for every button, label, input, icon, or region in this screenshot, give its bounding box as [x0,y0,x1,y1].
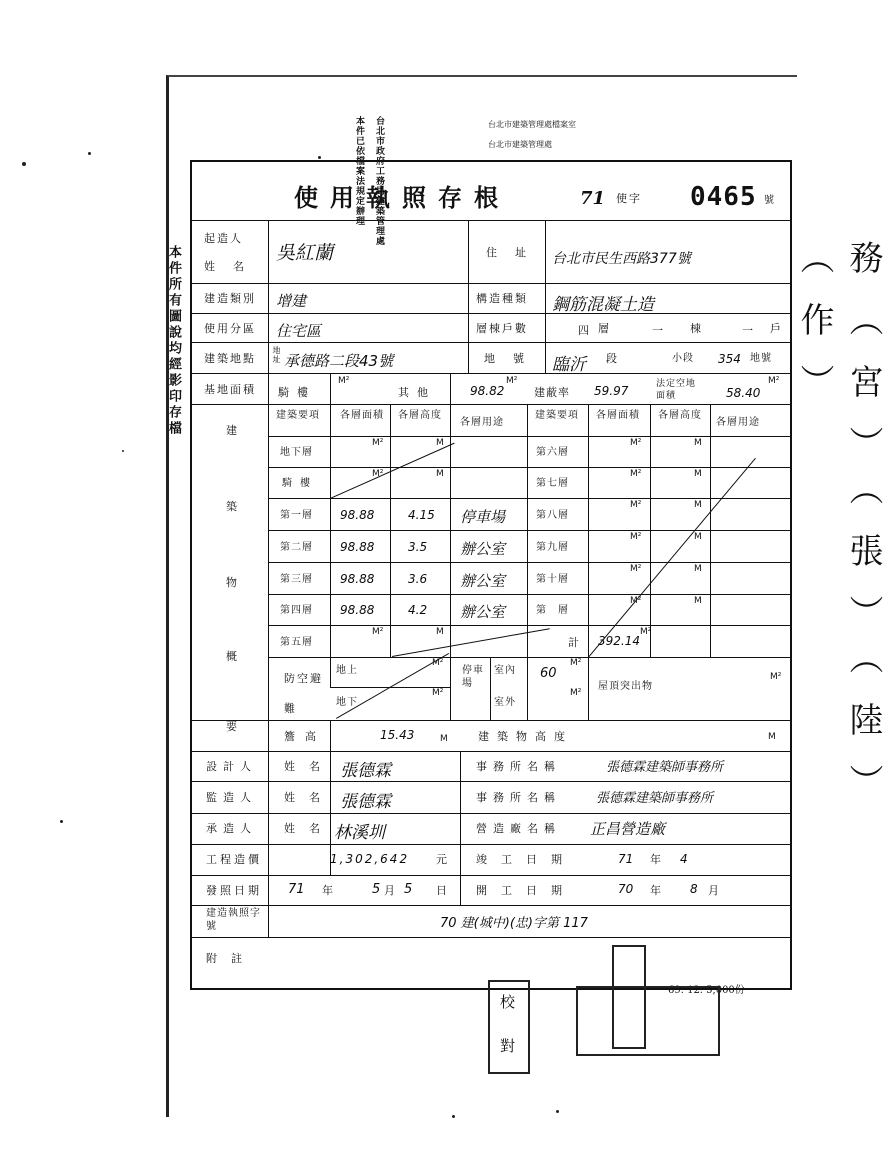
floor2-area: 98.88 [340,540,375,554]
floor4-use: 辦公室 [460,603,506,621]
building-height-label: 建築物高度 [478,730,573,743]
unit-r3-area: M² [630,500,642,510]
start-month: 8 [690,882,698,896]
side-label-5: 要 [226,720,239,733]
issue-day-char: 日 [436,884,449,897]
addr-small-label: 地址 [272,346,281,364]
row-floor-10: 第十層 [536,574,569,585]
floors-units-label: 層棟戶數 [476,322,528,335]
build-category-value: 增建 [276,292,307,310]
issue-date-label: 發照日期 [206,884,262,897]
lot-section-value: 臨沂 [552,355,586,375]
unit-floor5-height: M [436,627,444,637]
floor2-height: 3.5 [408,540,428,554]
shelter-below-unit: M² [432,688,444,698]
row-floor-2: 第二層 [280,542,313,553]
supervisor-name: 張德霖 [340,792,391,812]
row-floor-9: 第九層 [536,542,569,553]
cost-value: 1,302,642 [330,852,410,866]
structure-type-value: 鋼筋混凝土造 [552,295,654,315]
designer-label: 設計人 [206,760,257,773]
supervisor-office: 張德霖建築師事務所 [596,791,714,806]
coverage-label: 建蔽率 [534,386,570,399]
hu-value: 一 [742,324,753,337]
unit-basement-height: M [436,438,444,448]
roof-label: 屋頂突出物 [598,681,653,692]
start-year: 70 [618,882,634,896]
site-area-label: 基地面積 [204,383,256,396]
lot-section-suffix: 段 [606,352,619,365]
parking-label: 停車場 [462,665,484,689]
print-note: 69. 12. 5,000份 [668,985,745,996]
completion-month: 4 [680,852,688,866]
contractor-label: 承造人 [206,822,257,835]
parking-indoor-value: 60 [540,666,557,681]
arcade-unit: M² [338,376,350,386]
designer-name-label: 姓名 [284,760,334,773]
floor-use-header-left: 各層用途 [460,417,504,428]
unit-arcade-area: M² [372,469,384,479]
row-basement: 地下層 [280,447,313,458]
cost-unit: 元 [436,853,449,866]
notes-label: 附註 [206,952,256,965]
building-height-unit: M [768,732,776,742]
start-month-char: 月 [708,884,721,897]
floor-area-header-left: 各層面積 [340,410,384,421]
side-label-3: 物 [226,576,239,589]
side-note: 本件所有圖說均經影印存檔 [166,245,181,437]
build-items-header-right: 建築要項 [535,410,579,421]
floor4-height: 4.2 [408,603,428,617]
eave-unit: M [440,734,448,744]
other-label: 其他 [398,386,436,399]
shelter-label: 防空避難 [284,672,323,715]
shelter-below: 地下 [336,697,358,708]
eave-label: 簷高 [284,730,326,743]
shelter-above: 地上 [336,665,358,676]
floor2-use: 辦公室 [460,540,506,558]
row-floor-6: 第六層 [536,447,569,458]
unit-r4-area: M² [630,532,642,542]
parking-indoor: 室內 [494,665,516,676]
contractor-name-label: 姓名 [284,822,334,835]
lot-number-suffix: 地號 [750,353,772,364]
row-total: 計 [568,636,581,649]
floor1-use: 停車場 [460,508,506,526]
unit-r2-height: M [694,469,702,479]
floor4-area: 98.88 [340,603,375,617]
address-label: 住址 [486,246,544,259]
unit-total-area: M² [640,627,652,637]
arcade-label: 騎樓 [278,386,316,399]
unit-r5-area: M² [630,564,642,574]
row-floor-4: 第四層 [280,605,313,616]
unit-r4-height: M [694,532,702,542]
floor1-height: 4.15 [408,508,435,522]
designer-office-label: 事務所名稱 [476,760,561,773]
floors-value: 四 [578,324,589,337]
shelter-above-unit: M² [432,658,444,668]
designer-office: 張德霖建築師事務所 [606,760,724,775]
applicant-label-bottom: 姓名 [204,260,262,273]
floor3-area: 98.88 [340,572,375,586]
row-floor-n: 第 層 [536,605,569,616]
zone-value: 住宅區 [276,322,322,340]
floors-unit-ceng: 層 [598,322,611,335]
issue-year-char: 年 [322,884,335,897]
unit-r1-area: M² [630,438,642,448]
header-stamp-line-2: 台北市政府工務局建築管理處 [374,116,384,246]
license-number-suffix: 號 [764,195,775,206]
applicant-label-top: 起造人 [204,232,243,245]
issue-month-char: 月 [384,884,397,897]
site-address-value: 承德路二段43號 [284,352,394,370]
license-year: 71 [580,188,606,209]
issue-year: 71 [288,882,305,897]
floor-use-header-right: 各層用途 [716,417,760,428]
header-stamp-right-1: 台北市建築管理處檔案室 [488,120,576,129]
header-stamp-right-2: 台北市建築管理處 [488,140,552,149]
other-area-value: 98.82 [470,384,505,398]
side-label-2: 築 [226,500,239,513]
floor-height-header-left: 各層高度 [398,410,442,421]
license-type: 使字 [616,192,642,205]
applicant-address: 台北市民生西路377號 [552,251,691,267]
issue-day: 5 [404,882,413,897]
legal-area-value: 58.40 [726,386,761,400]
license-number: 0465 [690,182,757,212]
approval-box [576,986,720,1056]
unit-floor5-area: M² [372,627,384,637]
coverage-value: 59.97 [594,384,629,398]
lot-number-value: 354 [718,352,741,366]
unit-r1-height: M [694,438,702,448]
parking-outdoor-unit: M² [570,688,582,698]
other-area-unit: M² [506,376,518,386]
designer-name: 張德霖 [340,761,391,781]
completion-year-char: 年 [650,853,663,866]
form-title: 使用執照存根 [294,183,510,212]
lot-label: 地號 [484,352,542,365]
unit-r6-height: M [694,596,702,606]
unit-r2-area: M² [630,469,642,479]
supervisor-office-label: 事務所名稱 [476,791,561,804]
floor3-height: 3.6 [408,572,428,586]
roof-unit: M² [770,672,782,682]
structure-type-label: 構造種類 [476,292,528,305]
parking-indoor-unit: M² [570,658,582,668]
total-area: 392.14 [598,634,640,648]
floor-area-header-right: 各層面積 [596,410,640,421]
floor3-use: 辦公室 [460,572,506,590]
floor1-area: 98.88 [340,508,375,522]
legal-area-label: 法定空地面積 [656,379,697,401]
cost-label: 工程造價 [206,853,262,866]
header-stamp-line-1: 本件已依檔案法規定辦理 [354,116,364,226]
small-section-label: 小段 [672,353,694,364]
floor-height-header-right: 各層高度 [658,410,702,421]
build-category-label: 建造類別 [204,292,256,305]
parking-outdoor: 室外 [494,697,516,708]
side-label-1: 建 [226,424,239,437]
zone-label: 使用分區 [204,322,256,335]
permit-value: 70 建(城中)(忠)字第 117 [440,916,588,931]
unit-r6-area: M² [630,596,642,606]
supervisor-label: 監造人 [206,791,257,804]
contractor-factory-label: 營造廠名稱 [476,822,561,835]
unit-arcade-height: M [436,469,444,479]
completion-label: 竣工日期 [476,853,576,866]
row-floor-3: 第三層 [280,574,313,585]
check-stamp-bottom: 對 [500,1037,518,1055]
site-location-label: 建築地點 [204,352,256,365]
row-floor-7: 第七層 [536,478,569,489]
build-items-header-left: 建築要項 [276,410,320,421]
unit-r5-height: M [694,564,702,574]
supervisor-name-label: 姓名 [284,791,334,804]
floors-unit-dong: 棟 [690,322,703,335]
legal-area-unit: M² [768,376,780,386]
row-floor-5: 第五層 [280,637,313,648]
completion-year: 71 [618,852,634,866]
start-year-char: 年 [650,884,663,897]
row-floor-8: 第八層 [536,510,569,521]
dong-value: 一 [652,324,663,337]
contractor-name: 林溪圳 [334,823,385,843]
row-arcade: 騎樓 [282,478,318,489]
issue-month: 5 [372,882,381,897]
floors-unit-hu: 戶 [770,322,783,335]
check-stamp-top: 校 [500,993,518,1011]
unit-r3-height: M [694,500,702,510]
permit-label: 建造執照字號 [206,908,261,932]
contractor-factory: 正昌營造廠 [590,820,666,838]
side-label-4: 概 [226,650,239,663]
right-margin-text: 務（宮）（張）（陸）（作） [794,240,883,826]
unit-basement-area: M² [372,438,384,448]
applicant-name: 吳紅蘭 [276,242,334,264]
eave-value: 15.43 [380,728,415,742]
row-floor-1: 第一層 [280,510,313,521]
start-date-label: 開工日期 [476,884,576,897]
